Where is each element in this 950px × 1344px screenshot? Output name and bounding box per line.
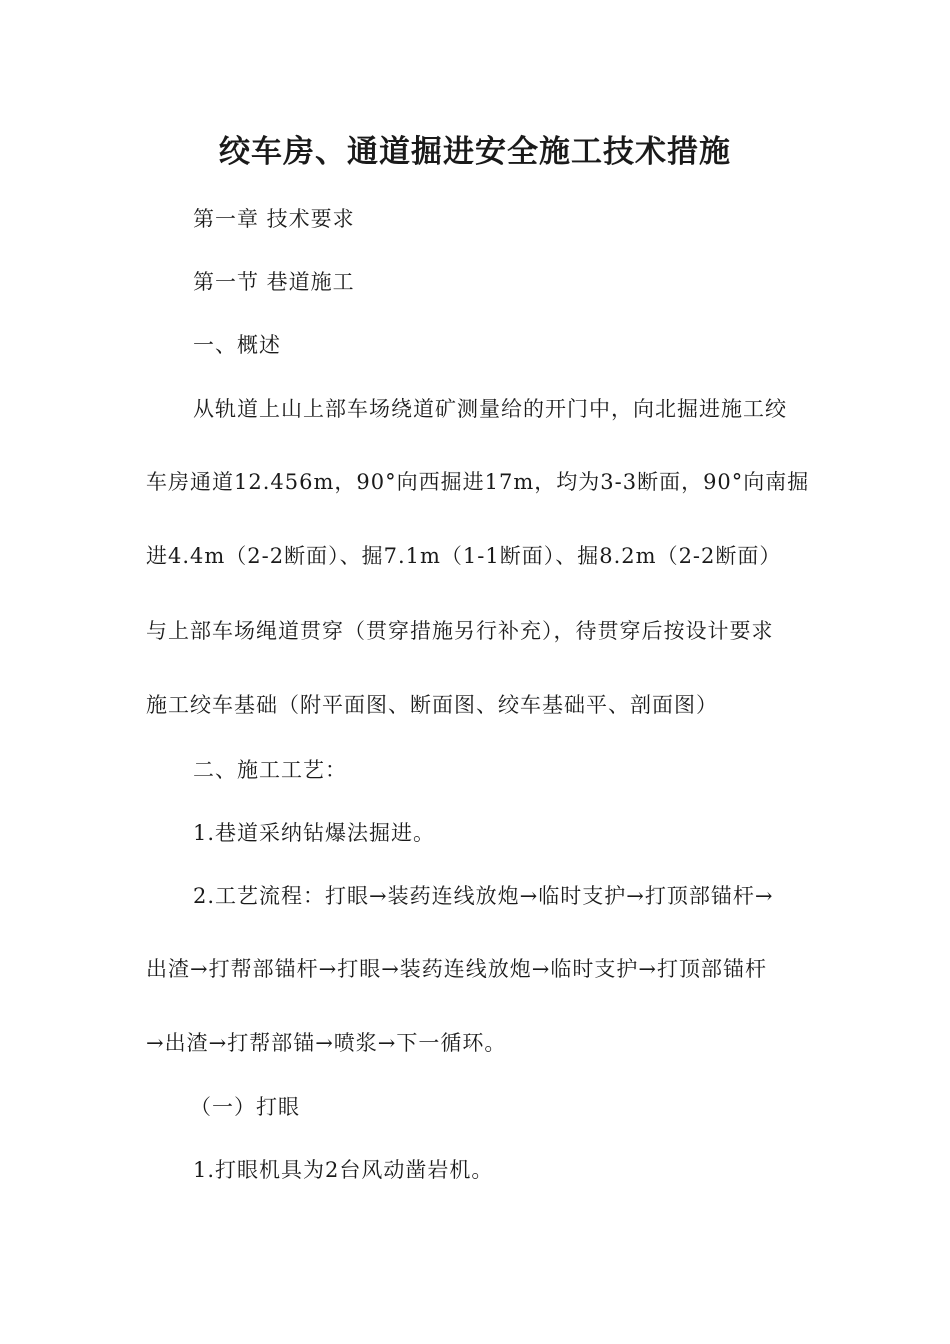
- overview-line-4: 与上部车场绳道贯穿（贯穿措施另行补充），待贯穿后按设计要求: [146, 619, 774, 643]
- overview-line-1: 从轨道上山上部车场绕道矿测量给的开门中，向北掘进施工绞: [193, 397, 787, 421]
- section-heading: 第一节 巷道施工: [193, 270, 355, 294]
- process-item-2-line-3: →出渣→打帮部锚→喷浆→下一循环。: [146, 1031, 507, 1055]
- drilling-heading: （一）打眼: [190, 1095, 300, 1119]
- chapter-heading: 第一章 技术要求: [193, 207, 355, 231]
- process-item-1: 1.巷道采纳钻爆法掘进。: [193, 821, 436, 845]
- process-item-2-line-1: 2.工艺流程：打眼→装药连线放炮→临时支护→打顶部锚杆→: [193, 884, 774, 908]
- overview-line-5: 施工绞车基础（附平面图、断面图、绞车基础平、剖面图）: [146, 693, 718, 717]
- drilling-item-1: 1.打眼机具为2台风动凿岩机。: [193, 1158, 494, 1182]
- overview-line-2: 车房通道12.456m，90°向西掘进17m，均为3-3断面，90°向南掘: [146, 470, 810, 494]
- process-heading: 二、施工工艺：: [193, 758, 347, 782]
- process-item-2-line-2: 出渣→打帮部锚杆→打眼→装药连线放炮→临时支护→打顶部锚杆: [146, 957, 767, 981]
- document-title: 绞车房、通道掘进安全施工技术措施: [219, 134, 731, 170]
- overview-heading: 一、概述: [193, 333, 281, 357]
- overview-line-3: 进4.4m（2-2断面）、掘7.1m（1-1断面）、掘8.2m（2-2断面）: [146, 544, 782, 568]
